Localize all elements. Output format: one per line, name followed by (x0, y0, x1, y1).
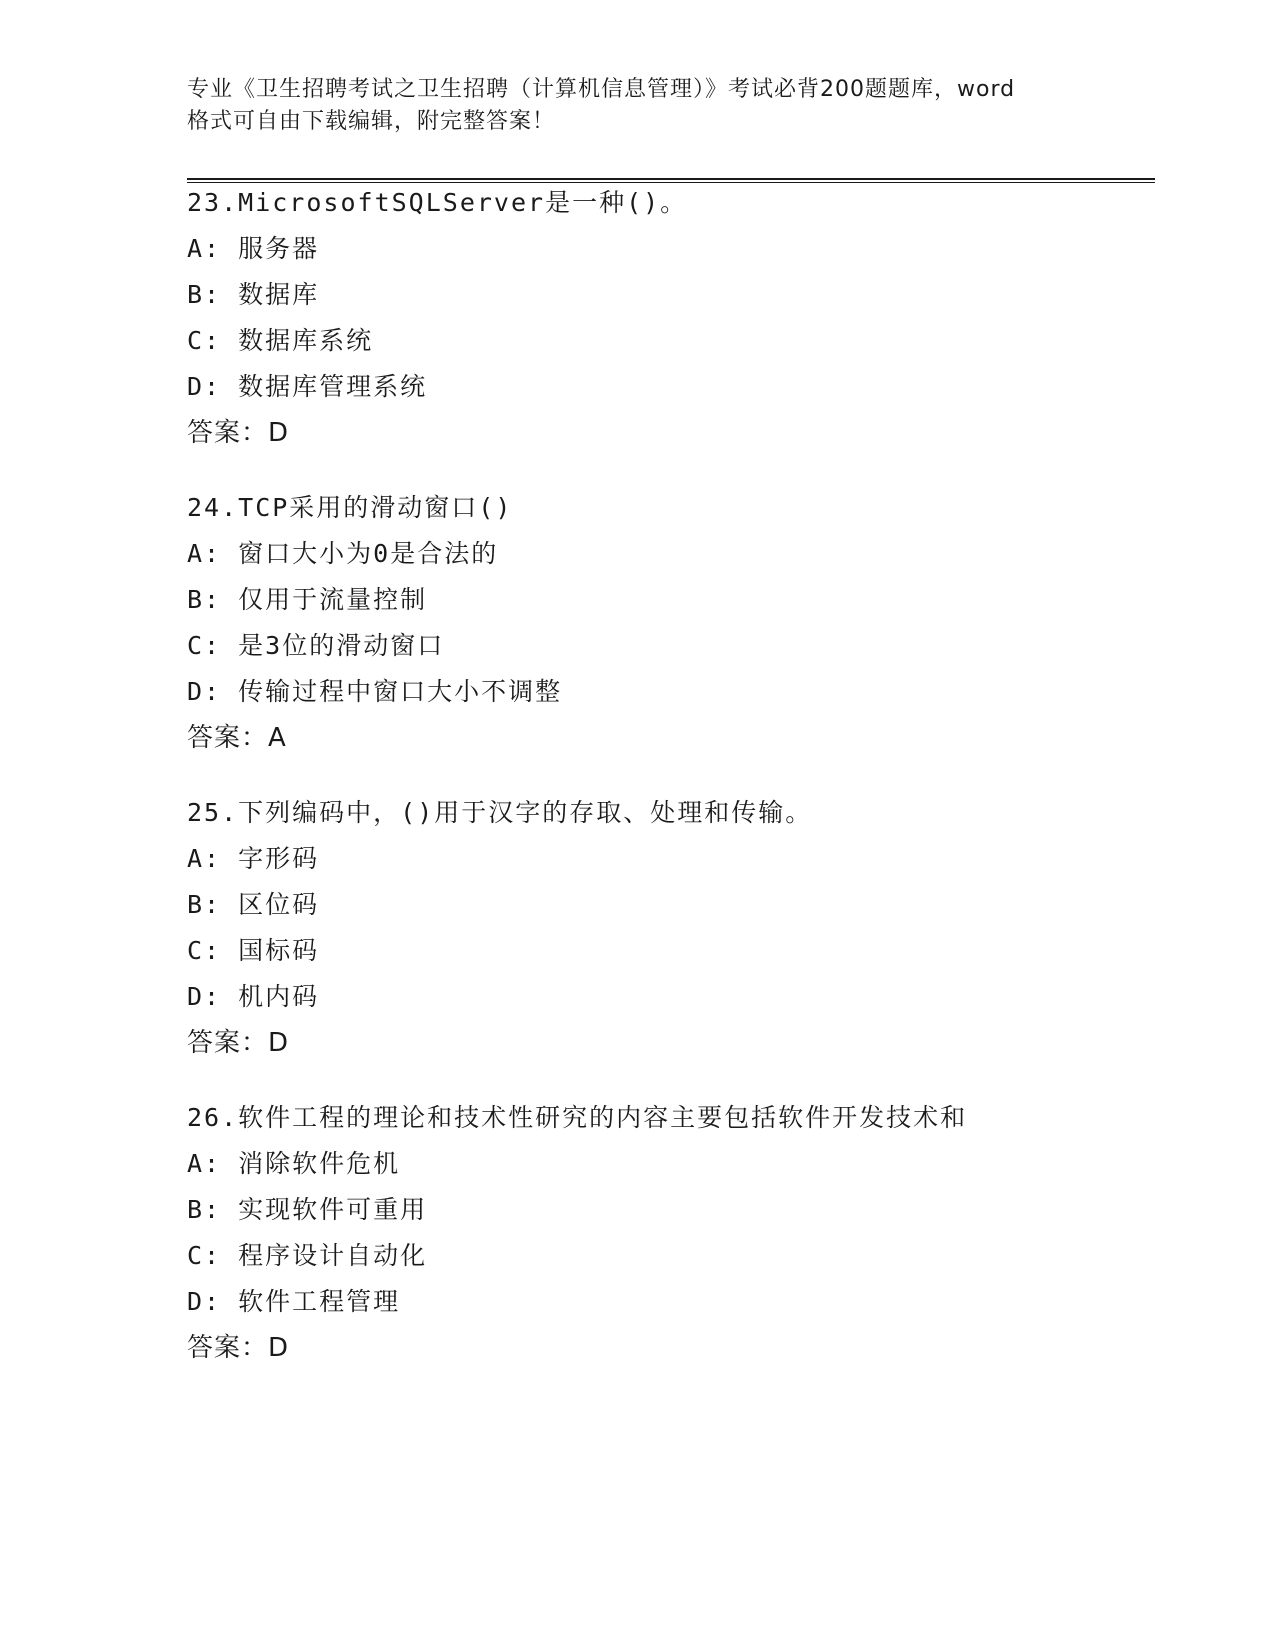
header-line-1: 专业《卫生招聘考试之卫生招聘（计算机信息管理）》考试必背200题题库，word (187, 77, 1016, 102)
option-c: C: 国标码 (187, 936, 320, 965)
answer-label: 答案：D (187, 1333, 290, 1363)
question-26 (187, 1095, 1155, 1371)
option-b: B: 实现软件可重用 (187, 1195, 428, 1224)
option-d: D: 软件工程管理 (187, 1287, 401, 1316)
answer-label: 答案：D (187, 418, 290, 448)
option-c: C: 是3位的滑动窗口 (187, 631, 445, 660)
option-d: D: 机内码 (187, 982, 320, 1011)
option-d: D: 数据库管理系统 (187, 372, 428, 401)
question-stem: 26.软件工程的理论和技术性研究的内容主要包括软件开发技术和 (187, 1103, 968, 1132)
option-a: A: 服务器 (187, 234, 320, 263)
question-25 (187, 790, 1155, 1066)
question-24 (187, 485, 1155, 761)
option-b: B: 仅用于流量控制 (187, 585, 428, 614)
header-line-2: 格式可自由下载编辑，附完整答案！ (187, 109, 556, 134)
question-stem: 23.MicrosoftSQLServer是一种()。 (187, 188, 688, 217)
option-d: D: 传输过程中窗口大小不调整 (187, 677, 563, 706)
option-c: C: 数据库系统 (187, 326, 374, 355)
question-23 (187, 180, 1155, 456)
option-c: C: 程序设计自动化 (187, 1241, 428, 1270)
question-stem: 25.下列编码中，()用于汉字的存取、处理和传输。 (187, 798, 813, 827)
option-a: A: 字形码 (187, 844, 320, 873)
option-b: B: 区位码 (187, 890, 320, 919)
answer-label: 答案：D (187, 1028, 290, 1058)
option-a: A: 消除软件危机 (187, 1149, 401, 1178)
option-b: B: 数据库 (187, 280, 320, 309)
question-stem: 24.TCP采用的滑动窗口() (187, 493, 513, 522)
document-header (187, 74, 1087, 138)
option-a: A: 窗口大小为0是合法的 (187, 539, 499, 568)
answer-label: 答案：A (187, 723, 287, 753)
